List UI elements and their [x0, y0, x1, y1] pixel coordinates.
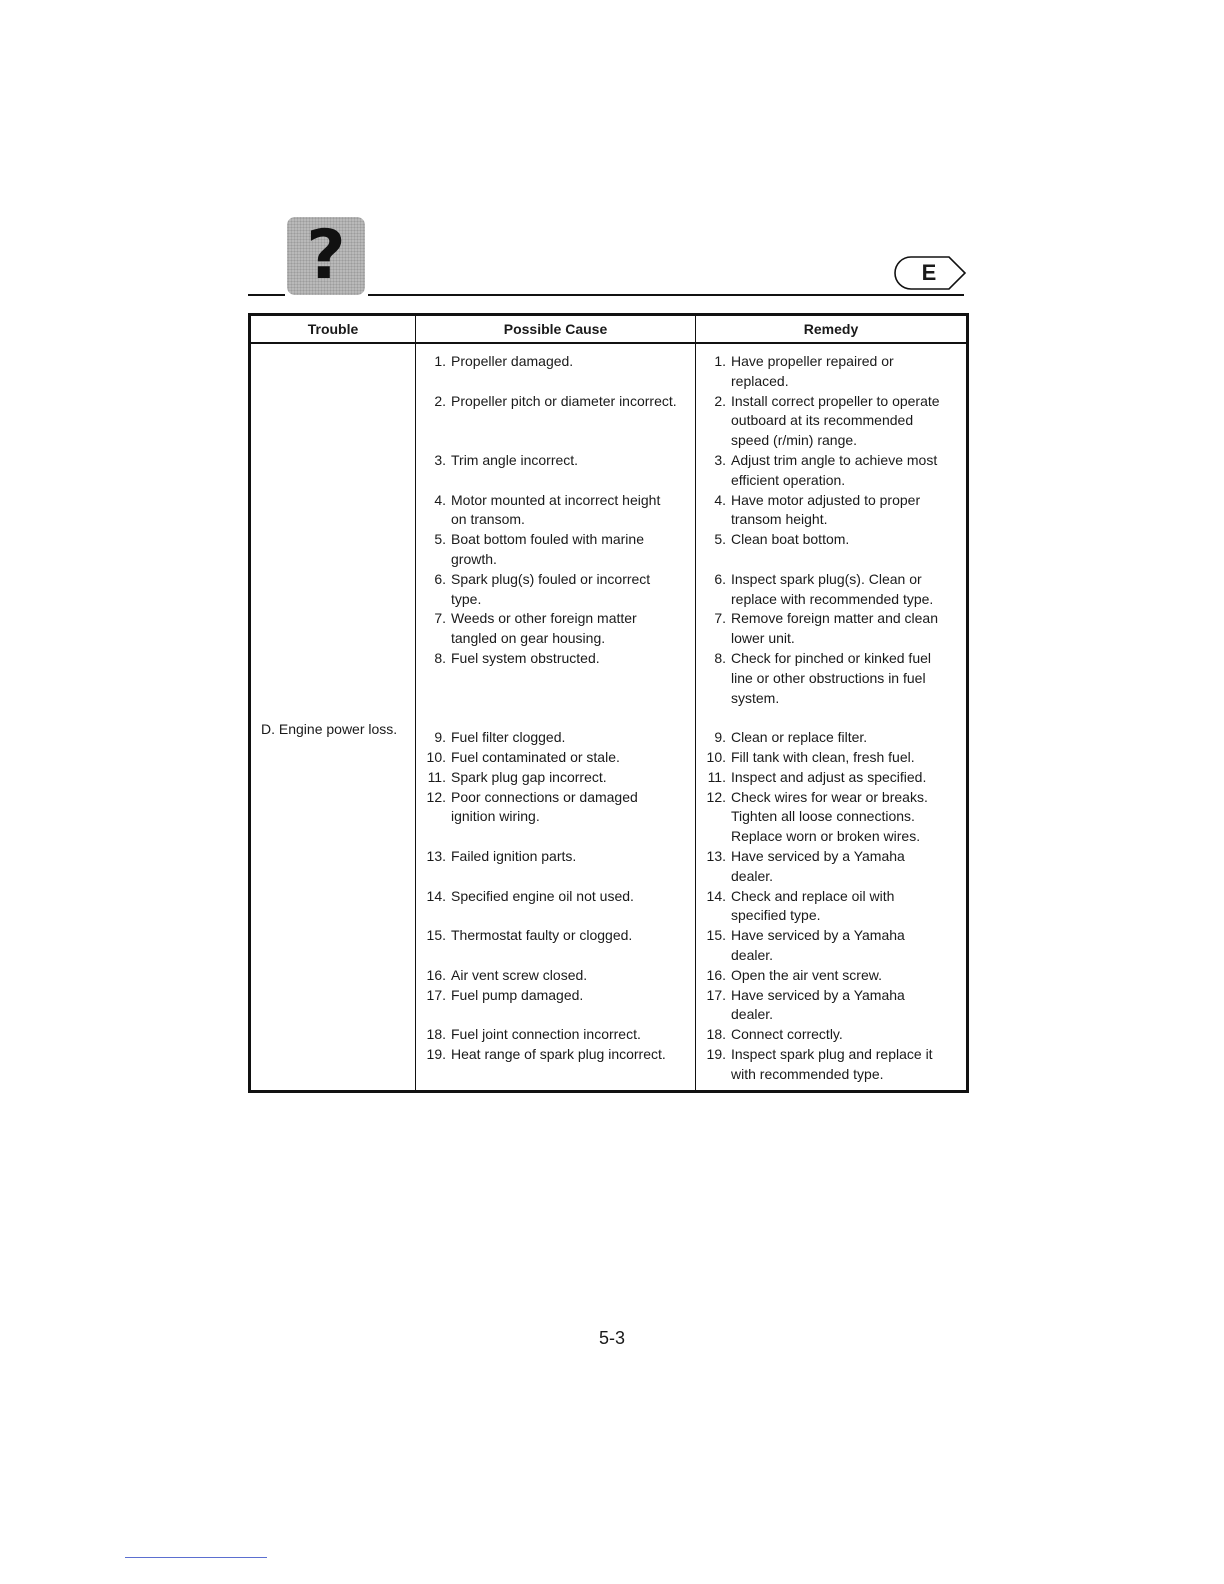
cause-item: [416, 768, 695, 788]
cause-item-line: Fuel pump damaged.: [451, 986, 584, 1003]
cause-item-number: 19.: [426, 1045, 446, 1062]
remedy-item-text: [731, 530, 966, 570]
header-rule-right: [368, 294, 964, 296]
remedy-item: [696, 352, 966, 392]
remedy-item-line: Fill tank with clean, fresh fuel.: [731, 748, 915, 765]
cause-item-text: [451, 926, 695, 966]
cause-item: [416, 847, 695, 887]
remedy-item-text: [731, 570, 966, 610]
remedy-item-number: 19.: [706, 1045, 726, 1062]
question-mark-glyph: ?: [306, 216, 346, 295]
trouble-cell: [250, 343, 416, 1092]
remedy-item-line: Install correct propeller to operate: [731, 392, 940, 409]
remedy-item-line: Replace worn or broken wires.: [731, 828, 921, 845]
cause-item: [416, 1045, 695, 1085]
cause-item-number: 8.: [434, 649, 446, 666]
cause-item: [416, 352, 695, 392]
cause-item: [416, 966, 695, 986]
cause-item: [416, 788, 695, 847]
cause-item-line: ignition wiring.: [451, 808, 540, 825]
remedy-item: [696, 887, 966, 927]
cause-item-number: 10.: [426, 748, 446, 765]
cause-item-number: 15.: [426, 927, 446, 944]
remedy-item-line: Clean or replace filter.: [731, 729, 868, 746]
cause-item-text: [451, 352, 695, 392]
cause-item-number: 18.: [426, 1026, 446, 1043]
cause-item-text: [451, 768, 695, 788]
remedy-item-line: Open the air vent screw.: [731, 966, 882, 983]
remedy-item-number: 8.: [714, 649, 726, 666]
remedy-item-text: [731, 491, 966, 531]
remedy-item-text: [731, 649, 966, 728]
remedy-item-number: 11.: [707, 768, 726, 785]
language-badge: [893, 255, 967, 296]
remedy-item: [696, 788, 966, 847]
cause-item-line: Specified engine oil not used.: [451, 887, 634, 904]
remedy-item-text: [731, 966, 966, 986]
cause-item-text: [451, 966, 695, 986]
remedy-item: [696, 847, 966, 887]
remedy-item-number: 2.: [714, 392, 726, 409]
trouble-label: D. Engine power loss.: [261, 721, 398, 738]
remedy-item-line: replaced.: [731, 372, 789, 389]
cause-item-text: [451, 1045, 695, 1085]
cause-item-line: Failed ignition parts.: [451, 847, 577, 864]
remedy-item-line: replace with recommended type.: [731, 590, 934, 607]
remedy-item: [696, 570, 966, 610]
remedy-item-line: Have serviced by a Yamaha: [731, 986, 905, 1003]
cause-item-line: tangled on gear housing.: [451, 630, 606, 647]
remedy-item-text: [731, 728, 966, 748]
remedy-item-line: with recommended type.: [731, 1065, 884, 1082]
remedy-item-text: [731, 847, 966, 887]
remedy-item-line: Check for pinched or kinked fuel: [731, 649, 931, 666]
remedy-item: [696, 748, 966, 768]
cause-item-line: type.: [451, 590, 482, 607]
remedy-item: [696, 1045, 966, 1085]
cause-item-line: Thermostat faulty or clogged.: [451, 927, 633, 944]
cause-item-number: 12.: [426, 788, 446, 805]
remedy-item-text: [731, 1045, 966, 1085]
remedy-item-line: efficient operation.: [731, 471, 846, 488]
cause-item-number: 16.: [426, 966, 446, 983]
cause-item-text: [451, 1025, 695, 1045]
cause-item-text: [451, 392, 695, 451]
remedy-item-text: [731, 748, 966, 768]
column-header-remedy: Remedy: [696, 315, 968, 344]
cause-item-text: [451, 570, 695, 610]
remedy-item-line: Have serviced by a Yamaha: [731, 847, 905, 864]
cause-item-text: [451, 847, 695, 887]
remedy-item-line: Have propeller repaired or: [731, 353, 894, 369]
table-header-row: [250, 315, 968, 344]
cause-item-line: on transom.: [451, 511, 525, 528]
remedy-item-line: Have motor adjusted to proper: [731, 491, 921, 508]
remedy-item-line: Inspect and adjust as specified.: [731, 768, 927, 785]
cause-item-text: [451, 887, 695, 927]
cause-item-number: 3.: [434, 451, 446, 468]
remedy-item-line: Check wires for wear or breaks.: [731, 788, 928, 805]
cause-item: [416, 887, 695, 927]
remedy-item-number: 18.: [706, 1026, 726, 1043]
remedy-item-number: 9.: [714, 729, 726, 746]
remedy-item-number: 16.: [706, 966, 726, 983]
remedy-item-text: [731, 986, 966, 1026]
cause-item: [416, 491, 695, 531]
remedy-item-number: 7.: [714, 610, 726, 627]
page-number: 5-3: [598, 1328, 625, 1348]
remedy-item-line: lower unit.: [731, 630, 795, 647]
remedy-item-line: dealer.: [731, 946, 774, 963]
remedy-item-text: [731, 887, 966, 927]
remedy-item-number: 17.: [706, 986, 726, 1003]
remedy-item-number: 12.: [706, 788, 726, 805]
cause-item: [416, 748, 695, 768]
remedy-item-text: [731, 352, 966, 392]
header-rule-left: [248, 294, 285, 296]
remedy-item: [696, 609, 966, 649]
cause-item-line: Heat range of spark plug incorrect.: [451, 1045, 666, 1062]
remedy-item-line: Adjust trim angle to achieve most: [731, 451, 938, 468]
remedy-item-text: [731, 1025, 966, 1045]
remedy-item-number: 13.: [706, 847, 726, 864]
cause-item-text: [451, 748, 695, 768]
cause-item-line: Weeds or other foreign matter: [451, 610, 637, 627]
cause-item-text: [451, 530, 695, 570]
cause-item-line: Propeller damaged.: [451, 353, 574, 369]
language-badge-letter: E: [921, 260, 937, 285]
remedy-item-text: [731, 788, 966, 847]
cause-item-text: [451, 788, 695, 847]
cause-item: [416, 609, 695, 649]
cause-item-line: Spark plug gap incorrect.: [451, 768, 607, 785]
remedy-item-line: specified type.: [731, 907, 821, 924]
cause-item-number: 5.: [434, 531, 446, 548]
cause-column: [416, 343, 696, 1092]
cause-item-line: Propeller pitch or diameter incorrect.: [451, 392, 677, 409]
cause-item-text: [451, 649, 695, 728]
remedy-item-line: Have serviced by a Yamaha: [731, 927, 905, 944]
remedy-item-number: 14.: [706, 887, 726, 904]
remedy-item-line: Inspect spark plug and replace it: [731, 1045, 933, 1062]
cause-item-line: Fuel contaminated or stale.: [451, 748, 620, 765]
question-mark-icon: [287, 217, 365, 295]
remedy-item-line: Inspect spark plug(s). Clean or: [731, 570, 922, 587]
cause-item-line: Poor connections or damaged: [451, 788, 638, 805]
remedy-item-line: dealer.: [731, 1006, 774, 1023]
remedy-item-text: [731, 392, 966, 451]
table-row: [250, 343, 968, 1092]
remedy-item: [696, 728, 966, 748]
cause-item-number: 2.: [434, 392, 446, 409]
cause-item-text: [451, 986, 695, 1026]
cause-item-number: 11.: [427, 768, 446, 785]
cause-item-line: Trim angle incorrect.: [451, 451, 579, 468]
cause-item-line: Air vent screw closed.: [451, 966, 588, 983]
cause-item-number: 7.: [434, 610, 446, 627]
remedy-column: [696, 343, 968, 1092]
remedy-item-text: [731, 609, 966, 649]
remedy-item: [696, 530, 966, 570]
remedy-item-number: 4.: [714, 491, 726, 508]
cause-item: [416, 1025, 695, 1045]
cause-list: [416, 344, 695, 1090]
cause-item: [416, 728, 695, 748]
remedy-item-line: transom height.: [731, 511, 828, 528]
cause-item: [416, 570, 695, 610]
remedy-item: [696, 392, 966, 451]
cause-item: [416, 986, 695, 1026]
footer-link-underline: [125, 1557, 267, 1558]
cause-item: [416, 451, 695, 491]
remedy-item-number: 5.: [714, 531, 726, 548]
remedy-item: [696, 451, 966, 491]
remedy-item-line: speed (r/min) range.: [731, 432, 858, 449]
cause-item-text: [451, 728, 695, 748]
remedy-item-line: Connect correctly.: [731, 1026, 843, 1043]
remedy-item-number: 1.: [714, 353, 726, 369]
cause-item-number: 14.: [426, 887, 446, 904]
cause-item: [416, 530, 695, 570]
cause-item-line: Motor mounted at incorrect height: [451, 491, 661, 508]
remedy-item: [696, 966, 966, 986]
remedy-item-number: 15.: [706, 927, 726, 944]
remedy-item-line: Remove foreign matter and clean: [731, 610, 938, 627]
cause-item-number: 6.: [434, 570, 446, 587]
cause-item-line: Fuel joint connection incorrect.: [451, 1026, 641, 1043]
remedy-item-line: system.: [731, 689, 780, 706]
cause-item-number: 1.: [434, 353, 446, 369]
cause-item-text: [451, 609, 695, 649]
remedy-item-line: Tighten all loose connections.: [731, 808, 915, 825]
remedy-item: [696, 926, 966, 966]
remedy-item: [696, 491, 966, 531]
cause-item-text: [451, 451, 695, 491]
cause-item-line: Fuel system obstructed.: [451, 649, 600, 666]
remedy-item-line: Check and replace oil with: [731, 887, 895, 904]
column-header-trouble: Trouble: [250, 315, 416, 344]
column-header-possible-cause: Possible Cause: [416, 315, 696, 344]
remedy-item-number: 6.: [714, 570, 726, 587]
cause-item: [416, 926, 695, 966]
cause-item: [416, 392, 695, 451]
cause-item-number: 4.: [434, 491, 446, 508]
troubleshooting-table: [248, 313, 969, 1093]
remedy-item-line: outboard at its recommended: [731, 412, 914, 429]
remedy-item-text: [731, 926, 966, 966]
cause-item-line: Boat bottom fouled with marine: [451, 531, 644, 548]
cause-item-line: growth.: [451, 550, 497, 567]
remedy-list: [696, 344, 966, 1090]
remedy-item: [696, 1025, 966, 1045]
remedy-item-line: Clean boat bottom.: [731, 531, 850, 548]
cause-item-number: 13.: [426, 847, 446, 864]
remedy-item-line: line or other obstructions in fuel: [731, 669, 926, 686]
remedy-item-number: 10.: [706, 748, 726, 765]
remedy-item-text: [731, 768, 966, 788]
remedy-item: [696, 768, 966, 788]
cause-item-number: 9.: [434, 729, 446, 746]
remedy-item: [696, 649, 966, 728]
remedy-item-text: [731, 451, 966, 491]
cause-item-line: Fuel filter clogged.: [451, 729, 566, 746]
remedy-item-line: dealer.: [731, 867, 774, 884]
cause-item-number: 17.: [426, 986, 446, 1003]
cause-item-line: Spark plug(s) fouled or incorrect: [451, 570, 651, 587]
cause-item-text: [451, 491, 695, 531]
cause-item: [416, 649, 695, 728]
remedy-item-number: 3.: [714, 451, 726, 468]
remedy-item: [696, 986, 966, 1026]
